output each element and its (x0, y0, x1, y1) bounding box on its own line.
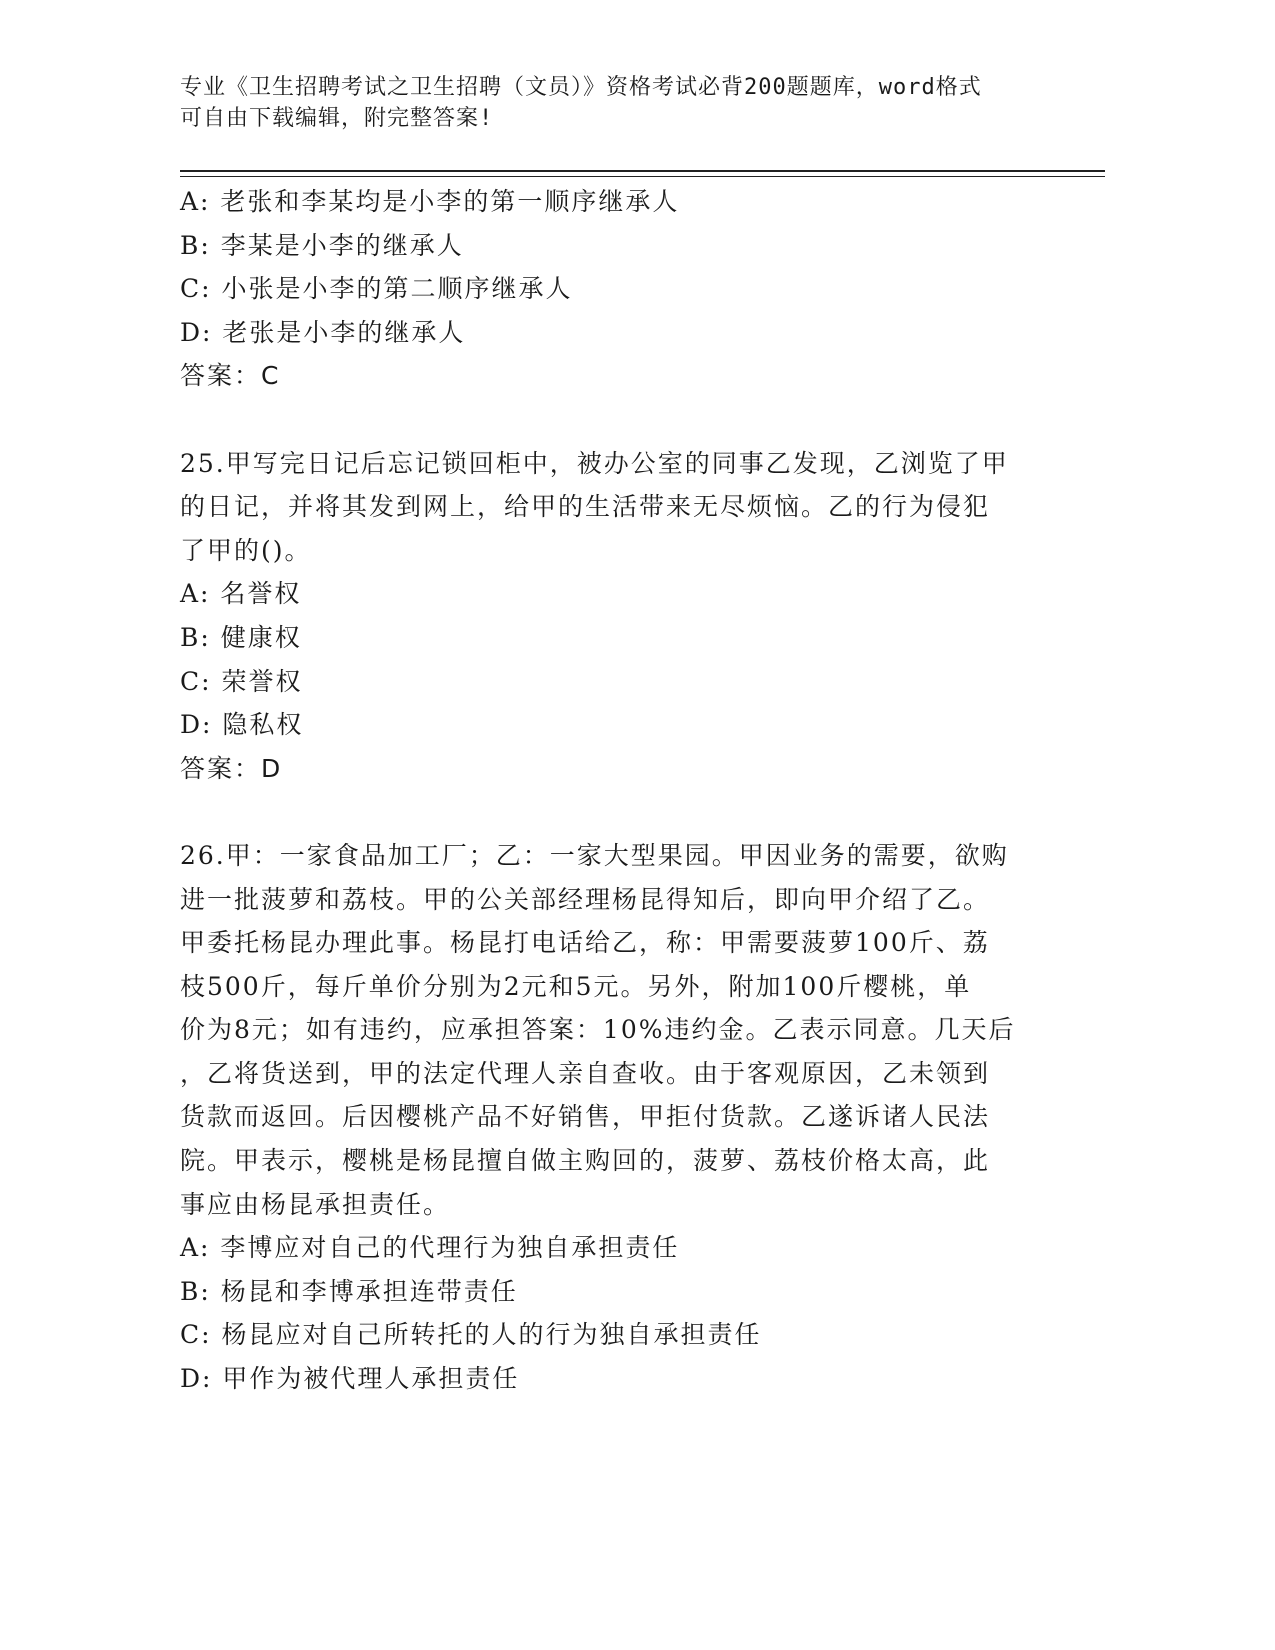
option-c: C: 小张是小李的第二顺序继承人 (180, 274, 573, 304)
spacer (180, 398, 1040, 442)
option-b: B: 健康权 (180, 622, 302, 652)
answer-line: 答案：C (180, 361, 281, 391)
option-a: A: 老张和李某均是小李的第一顺序继承人 (180, 187, 680, 216)
answer-line: 答案：D (180, 753, 283, 783)
header-line-2: 可自由下载编辑，附完整答案! (180, 106, 494, 131)
question-text-line: 甲委托杨昆办理此事。杨昆打电话给乙，称：甲需要菠萝100斤、荔 (180, 928, 990, 958)
question-26-block (180, 834, 1040, 1401)
option-b: B: 李某是小李的继承人 (180, 230, 464, 260)
question-text-line: 货款而返回。后因樱桃产品不好销售，甲拒付货款。乙遂诉诸人民法 (180, 1102, 991, 1132)
option-d: D: 隐私权 (180, 710, 304, 740)
spacer (180, 790, 1040, 834)
option-d: D: 甲作为被代理人承担责任 (180, 1364, 520, 1394)
question-25-block (180, 442, 1040, 791)
question-24-block (180, 180, 1040, 398)
header-divider-thin (180, 176, 1105, 177)
question-text-line: 院。甲表示，樱桃是杨昆擅自做主购回的，菠萝、荔枝价格太高，此 (180, 1146, 991, 1176)
option-c: C: 荣誉权 (180, 666, 303, 696)
document-body (180, 180, 1040, 1401)
option-a: A: 名誉权 (180, 579, 302, 609)
question-text-line: 了甲的()。 (180, 535, 312, 565)
question-text-line: 价为8元；如有违约，应承担答案：10%违约金。乙表示同意。几天后 (180, 1015, 1016, 1045)
option-d: D: 老张是小李的继承人 (180, 317, 466, 347)
document-header (180, 72, 1060, 134)
header-line-1: 专业《卫生招聘考试之卫生招聘（文员）》资格考试必背200题题库，word格式 (180, 75, 982, 100)
question-text-line: 25.甲写完日记后忘记锁回柜中，被办公室的同事乙发现，乙浏览了甲 (180, 448, 1009, 478)
option-b: B: 杨昆和李博承担连带责任 (180, 1276, 518, 1306)
option-c: C: 杨昆应对自己所转托的人的行为独自承担责任 (180, 1320, 762, 1350)
question-text-line: 26.甲：一家食品加工厂；乙：一家大型果园。甲因业务的需要，欲购 (180, 840, 1009, 870)
question-text-line: 的日记，并将其发到网上，给甲的生活带来无尽烦恼。乙的行为侵犯 (180, 492, 991, 522)
question-text-line: 进一批菠萝和荔枝。甲的公关部经理杨昆得知后，即向甲介绍了乙。 (180, 884, 991, 914)
question-text-line: 枝500斤，每斤单价分别为2元和5元。另外，附加100斤樱桃，单 (180, 971, 972, 1001)
header-divider-thick (180, 170, 1105, 172)
question-text-line: 事应由杨昆承担责任。 (180, 1189, 451, 1219)
question-text-line: ，乙将货送到，甲的法定代理人亲自查收。由于客观原因，乙未领到 (180, 1058, 991, 1088)
option-a: A: 李博应对自己的代理行为独自承担责任 (180, 1233, 680, 1263)
